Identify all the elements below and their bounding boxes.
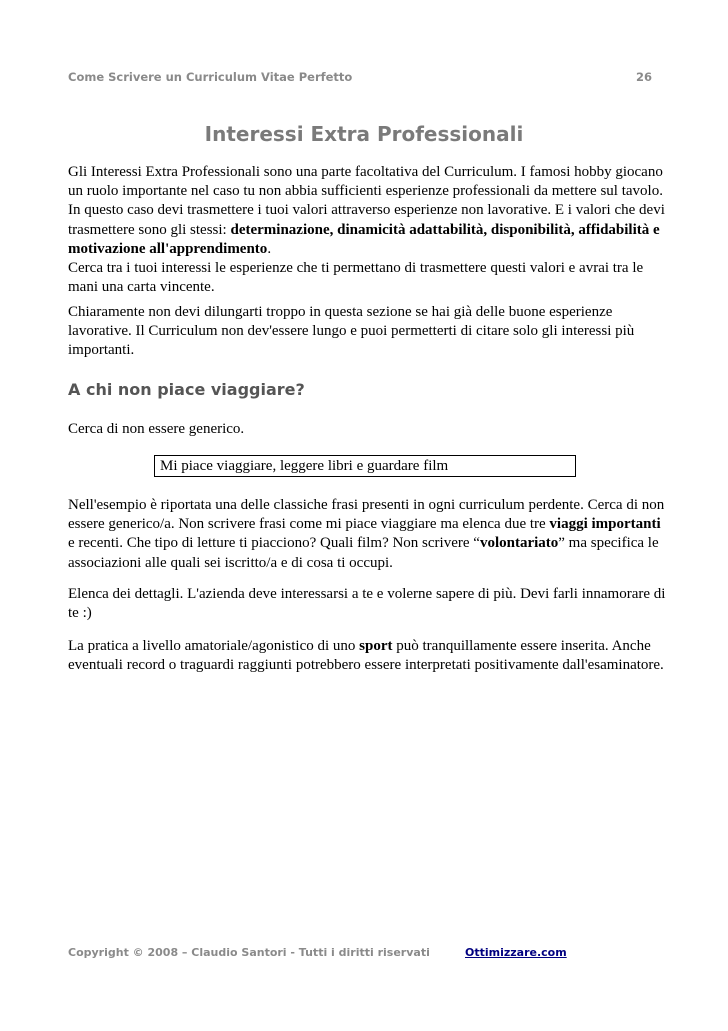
intro-values-bold: determinazione, dinamicità adattabilità, disponibilità, affidabilità e motivazione all'apprendimento [68, 221, 660, 257]
sport-text-b: può tranquillamente essere inserita. Anche eventuali record o traguardi raggiunti potrebbero essere interpretati positivamente dall'esaminatore. [68, 638, 664, 674]
example-text-a: Nell'esempio è riportata una delle classiche frasi presenti in ogni curriculum perdente. Cerca di non essere generico/a. Non scrivere frasi come mi piace viaggiare ma elenca due tre [68, 497, 665, 533]
intro-text: Gli Interessi Extra Professionali sono una parte facoltativa del Curriculum. I famosi hobby giocano un ruolo importante nel caso tu non abbia sufficienti esperienze professionali da mettere sul tavolo. In questo caso devi trasmettere i tuoi valori attraverso esperienze non lavorative. E i valori che devi trasmettere sono gli stessi: [68, 164, 665, 238]
paragraph-sport [68, 637, 668, 675]
sport-text-a: La pratica a livello amatoriale/agonistico di uno [68, 638, 360, 654]
page-number: 26 [635, 70, 652, 84]
example-bold-travel: viaggi importanti [549, 516, 661, 533]
subheading: A chi non piace viaggiare? [68, 380, 305, 399]
sport-bold: sport [359, 638, 393, 654]
page-footer [68, 946, 567, 959]
site-link[interactable]: Ottimizzare.com [465, 946, 567, 959]
example-text-c: ” ma specifica le associazioni alle quali sei iscritto/a e di cosa ti occupi. [68, 535, 659, 571]
example-bold-volunteer: volontariato [479, 535, 559, 552]
paragraph-intro-line2: Cerca tra i tuoi interessi le esperienze che ti permettano di trasmettere questi valori e avrai tra le mani una carta vincente. [68, 260, 644, 296]
paragraph-details: Elenca dei dettagli. L'azienda deve interessarsi a te e volerne sapere di più. Devi farli innamorare di te :) [68, 586, 666, 622]
example-text-b: e recenti. Che tipo di letture ti piacciono? Quali film? Non scrivere “ [68, 535, 480, 552]
paragraph-length: Chiaramente non devi dilungarti troppo in questa sezione se hai già delle buone esperienze lavorative. Il Curriculum non dev'essere lungo e puoi permetterti di citare solo gli interessi più importanti. [68, 304, 635, 359]
section-title: Interessi Extra Professionali [204, 122, 524, 146]
page-header [68, 70, 652, 84]
example-box: Mi piace viaggiare, leggere libri e guardare film [154, 455, 576, 477]
document-title: Come Scrivere un Curriculum Vitae Perfetto [68, 70, 353, 84]
copyright-text: Copyright © 2008 – Claudio Santori - Tutti i diritti riservati [68, 946, 430, 959]
paragraph-generic: Cerca di non essere generico. [68, 421, 245, 437]
paragraph-example [68, 496, 668, 573]
paragraph-intro-line1 [68, 163, 668, 259]
paragraph-intro [68, 163, 668, 297]
intro-period: . [267, 240, 272, 257]
